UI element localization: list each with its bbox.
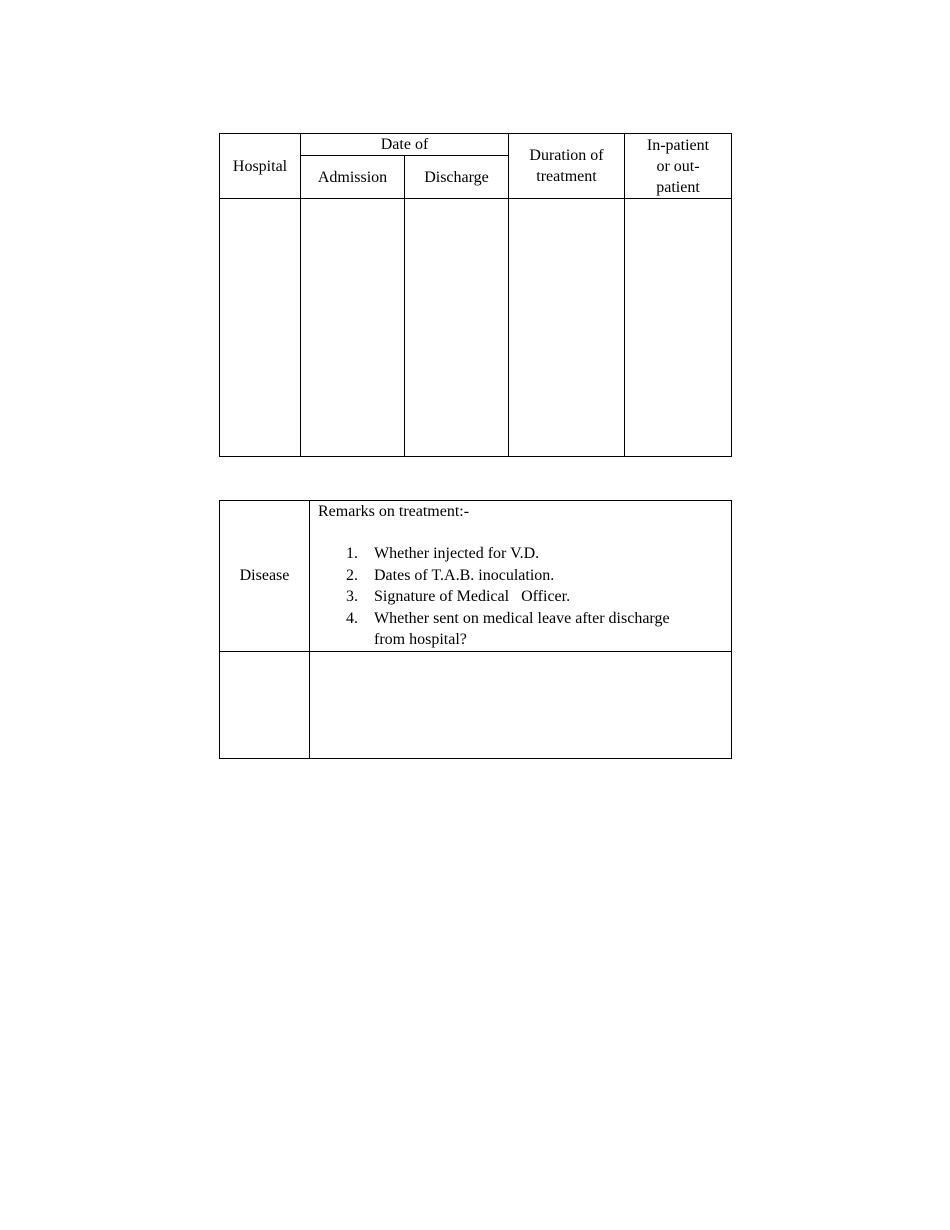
cell-remarks[interactable] <box>310 651 732 758</box>
header-discharge: Discharge <box>405 156 509 199</box>
remarks-list <box>318 543 723 651</box>
header-remarks <box>310 501 732 652</box>
header-duration-of-treatment: Duration of treatment <box>509 134 625 199</box>
header-date-of: Date of <box>301 134 509 156</box>
cell-admission[interactable] <box>301 199 405 457</box>
cell-disease[interactable] <box>220 651 310 758</box>
list-item: 3. Signature of Medical Officer. <box>346 588 571 605</box>
header-inpatient-or-outpatient: In-patient or out- patient <box>625 134 732 199</box>
disease-remarks-table <box>219 500 732 759</box>
cell-discharge[interactable] <box>405 199 509 457</box>
remarks-title: Remarks on treatment:- <box>318 503 470 520</box>
treatment-record-table <box>219 133 732 457</box>
list-item: 4. Whether sent on medical leave after discharge from hospital? <box>346 609 670 648</box>
header-hospital: Hospital <box>220 134 301 199</box>
list-item: 1. Whether injected for V.D. <box>346 545 540 562</box>
cell-duration[interactable] <box>509 199 625 457</box>
header-admission: Admission <box>301 156 405 199</box>
cell-inpatient-status[interactable] <box>625 199 732 457</box>
list-item: 2. Dates of T.A.B. inoculation. <box>346 566 555 584</box>
table-row <box>220 651 732 758</box>
header-disease: Disease <box>220 501 310 652</box>
cell-hospital[interactable] <box>220 199 301 457</box>
table-row <box>220 199 732 457</box>
